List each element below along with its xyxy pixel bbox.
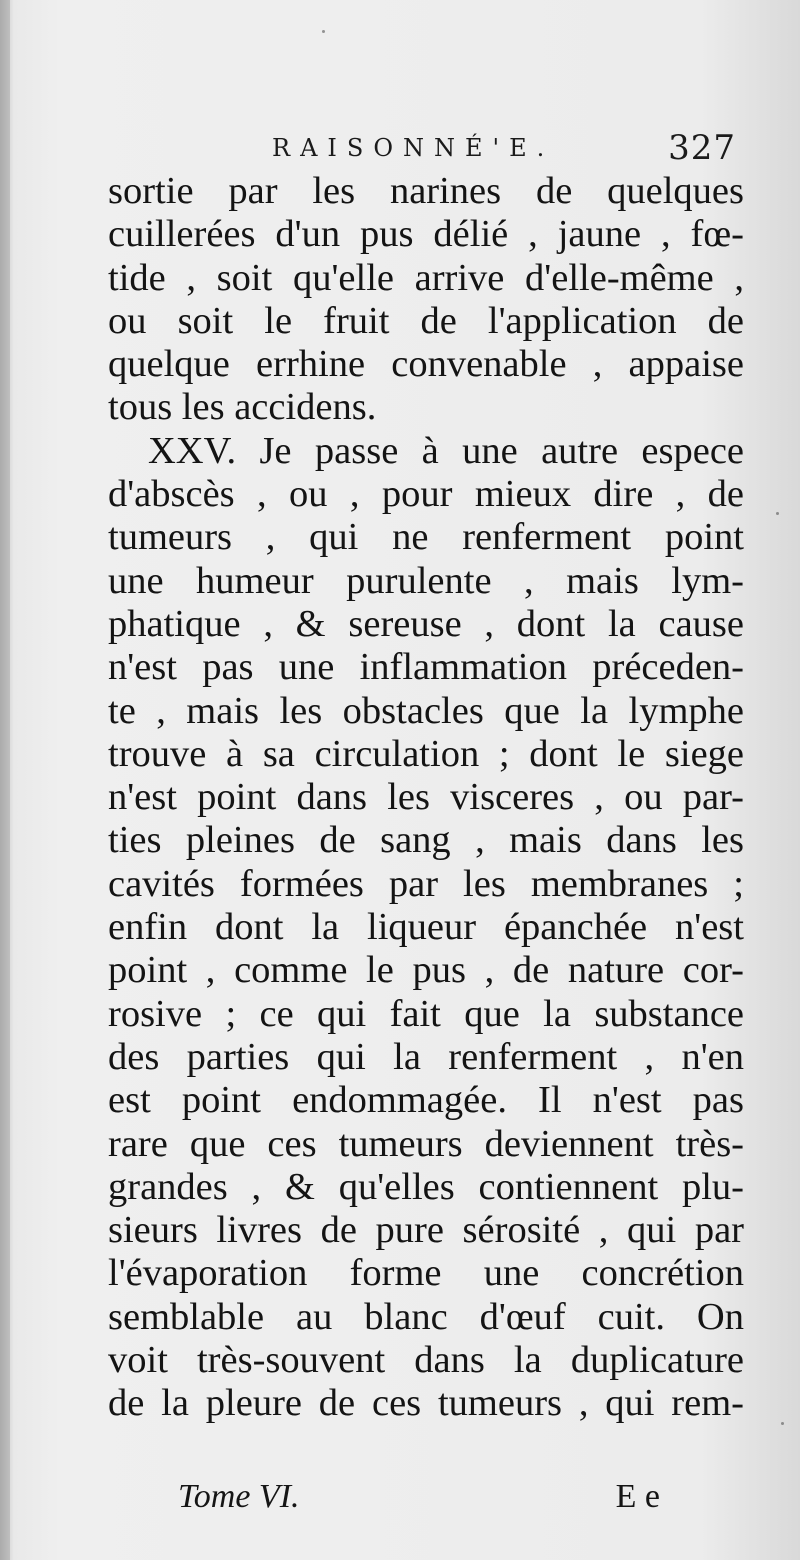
text-line: trouve à sa circulation ; dont le siege — [108, 732, 744, 775]
volume-label: Tome VI. — [178, 1478, 300, 1515]
text-line: l'évaporation forme une concrétion — [108, 1252, 744, 1295]
text-line: cuillerées d'un pus délié , jaune , fœ- — [108, 213, 744, 256]
section-heading-line: XXV. Je passe à une autre espece — [148, 429, 744, 472]
text-line: tumeurs , qui ne renferment point — [108, 516, 744, 559]
page-footer — [178, 1478, 660, 1524]
text-line: phatique , & sereuse , dont la cause — [108, 602, 744, 645]
text-line: est point endommagée. Il n'est pas — [108, 1079, 744, 1122]
body-text — [108, 170, 744, 1426]
paper-speck — [322, 30, 325, 33]
text-line: tous les accidens. — [108, 386, 377, 429]
paper-speck — [781, 1422, 784, 1425]
text-line: n'est pas une inflammation préceden- — [108, 646, 744, 689]
text-line: tide , soit qu'elle arrive d'elle-même , — [108, 256, 744, 299]
page-number: 327 — [668, 128, 736, 168]
text-line: grandes , & qu'elles contiennent plu- — [108, 1165, 744, 1208]
paper-speck — [776, 512, 779, 515]
text-line: n'est point dans les visceres , ou par- — [108, 776, 744, 819]
text-line: semblable au blanc d'œuf cuit. On — [108, 1295, 744, 1338]
text-line: rare que ces tumeurs deviennent très- — [108, 1122, 744, 1165]
text-line: voit très-souvent dans la duplicature — [108, 1339, 744, 1382]
running-title: RAISONNÉ'E. — [272, 134, 555, 162]
running-head — [110, 128, 740, 174]
signature-mark: E e — [615, 1478, 660, 1515]
text-line: sieurs livres de pure sérosité , qui par — [108, 1209, 744, 1252]
text-line: quelque errhine convenable , appaise — [108, 343, 744, 386]
text-line: de la pleure de ces tumeurs , qui rem- — [108, 1382, 744, 1425]
text-line: des parties qui la renferment , n'en — [108, 1035, 744, 1078]
text-line: ou soit le fruit de l'application de — [108, 299, 744, 342]
text-line: cavités formées par les membranes ; — [108, 862, 744, 905]
text-line: d'abscès , ou , pour mieux dire , de — [108, 473, 744, 516]
text-line: une humeur purulente , mais lym- — [108, 559, 744, 602]
text-line: point , comme le pus , de nature cor- — [108, 949, 744, 992]
text-line: sortie par les narines de quelques — [108, 170, 744, 212]
text-line: ties pleines de sang , mais dans les — [108, 819, 744, 862]
text-line: rosive ; ce qui fait que la substance — [108, 992, 744, 1035]
page-gutter-shadow — [0, 0, 10, 1560]
text-line: te , mais les obstacles que la lymphe — [108, 689, 744, 732]
text-line: enfin dont la liqueur épanchée n'est — [108, 906, 744, 949]
